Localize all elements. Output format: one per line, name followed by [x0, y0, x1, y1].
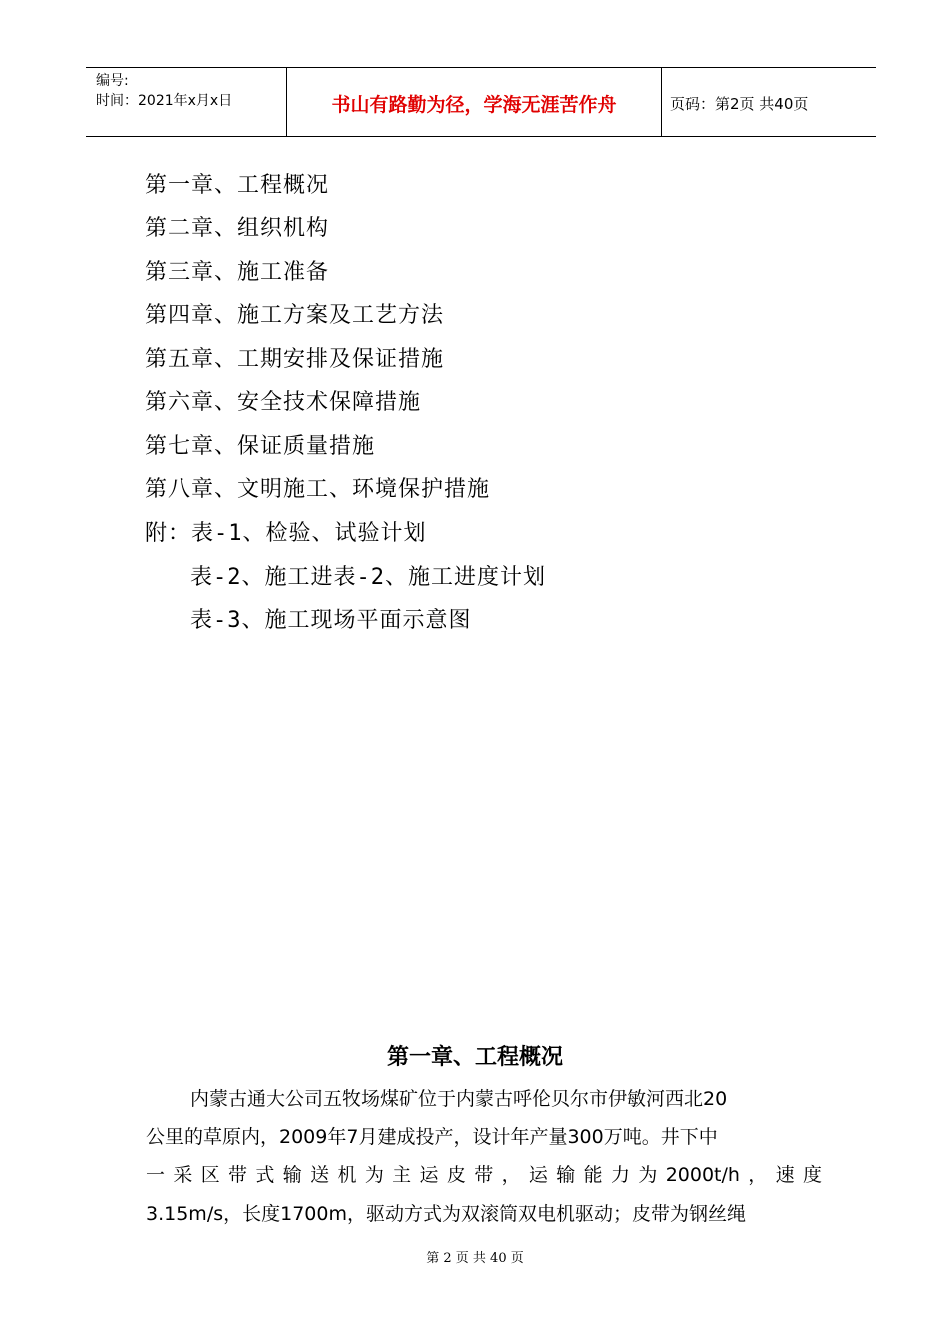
toc-item: 第六章、安全技术保障措施 — [145, 390, 422, 415]
motto-text: 书山有路勤为径，学海无涯苦作舟 — [331, 94, 617, 116]
toc-item: 第四章、施工方案及工艺方法 — [145, 303, 445, 328]
page-info: 页码：第2页 共40页 — [670, 95, 809, 113]
time-label: 时间：2021年x月x日 — [96, 93, 233, 109]
toc-item: 第一章、工程概况 — [145, 173, 330, 198]
toc-sub-item: 表-3、施工现场平面示意图 — [190, 608, 472, 633]
body-line: 3.15m/s，长度1700m，驱动方式为双滚筒双电机驱动；皮带为钢丝绳 — [146, 1203, 746, 1225]
body-line: 一采区带式输送机为主运皮带，运输能力为2000t/h，速度 — [146, 1164, 822, 1186]
header-meta-cell — [86, 68, 286, 136]
page-footer: 第 2 页 共 40 页 — [426, 1251, 524, 1266]
toc-item: 第八章、文明施工、环境保护措施 — [145, 477, 491, 502]
toc-sub-item: 表-2、施工进表-2、施工进度计划 — [190, 565, 546, 590]
chapter-title: 第一章、工程概况 — [386, 1045, 563, 1070]
toc-item: 第三章、施工准备 — [145, 260, 330, 285]
header-motto-cell — [286, 68, 662, 136]
code-label: 编号: — [96, 73, 129, 89]
body-line: 内蒙古通大公司五牧场煤矿位于内蒙古呼伦贝尔市伊敏河西北20 — [190, 1088, 728, 1110]
toc-item: 第五章、工期安排及保证措施 — [145, 347, 445, 372]
toc-appendix: 附：表-1、检验、试验计划 — [145, 521, 427, 546]
body-line: 公里的草原内，2009年7月建成投产，设计年产量300万吨。井下中 — [146, 1126, 718, 1148]
toc-item: 第七章、保证质量措施 — [145, 434, 376, 459]
page-header — [86, 67, 876, 137]
header-page-cell — [661, 68, 876, 136]
toc-item: 第二章、组织机构 — [145, 216, 330, 241]
